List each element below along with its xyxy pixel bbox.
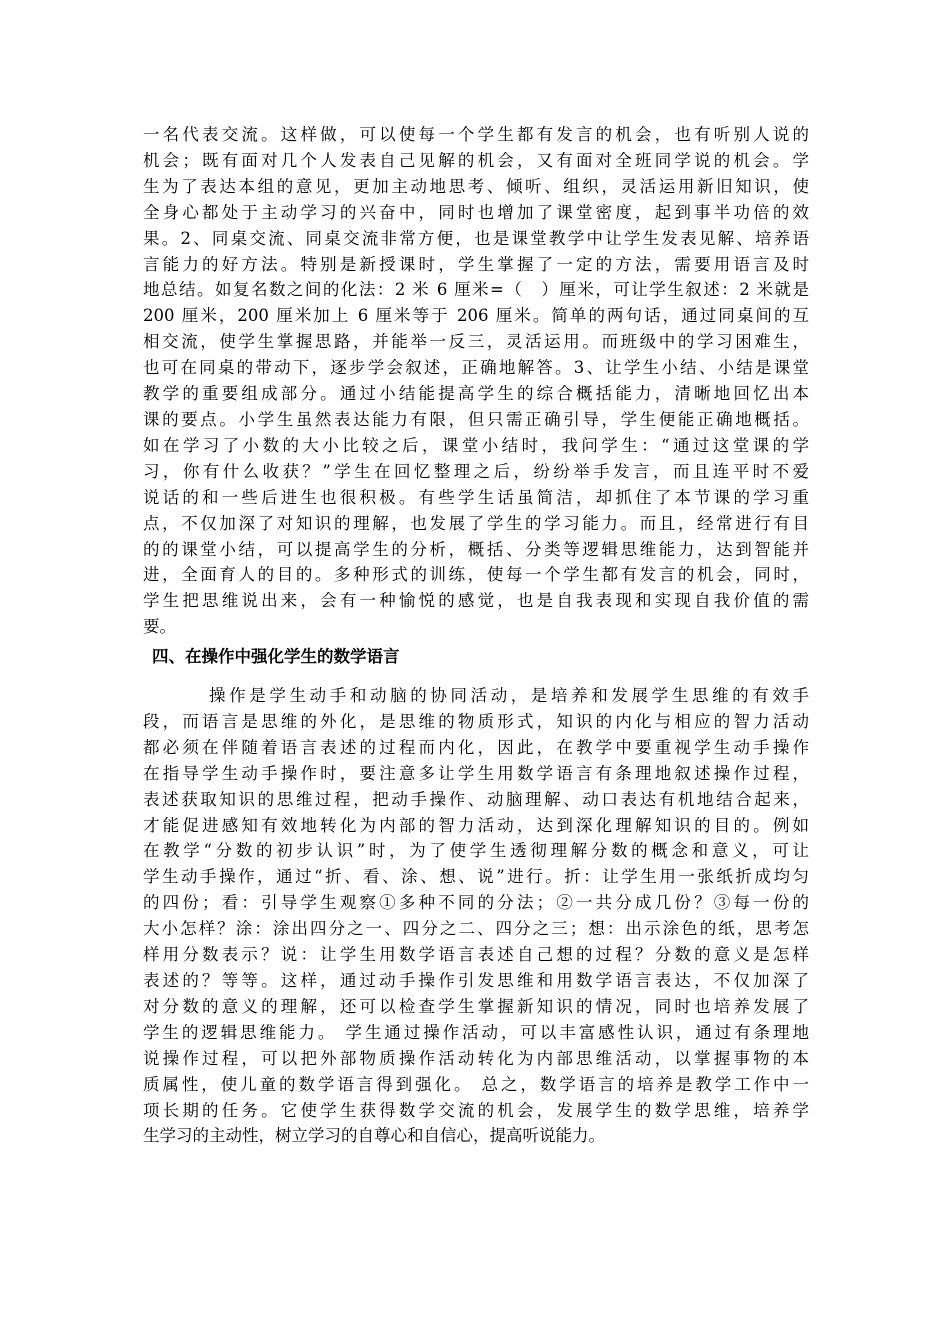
text-line: 点，不仅加深了对知识的理解，也发展了学生的学习能力。而且，经常进行有目 (143, 513, 809, 533)
text-line: 生学习的主动性，树立学习的自尊心和自信心，提高听说能力。 (143, 1126, 605, 1146)
text-line: 表述获取知识的思维过程，把动手操作、动脑理解、动口表达有机地结合起来， (143, 789, 809, 809)
text-line: 项长期的任务。它使学生获得数学交流的机会，发展学生的数学思维，培养学 (143, 1100, 809, 1120)
text-line: 才能促进感知有效地转化为内部的智力活动，达到深化理解知识的目的。例如 (143, 815, 809, 835)
body-paragraph (143, 122, 809, 640)
text-line: 机会；既有面对几个人发表自己见解的机会，又有面对全班同学说的机会。学 (143, 150, 809, 170)
section-heading: 四、在操作中强化学生的数学语言 (152, 647, 400, 666)
text-line: 质属性，使儿童的数学语言得到强化。 总之，数学语言的培养是教学工作中一 (143, 1074, 809, 1094)
text-line: 学生动手操作，通过“折、看、涂、想、说”进行。折：让学生用一张纸折成均匀 (143, 867, 809, 887)
text-line: 在指导学生动手操作时，要注意多让学生用数学语言有条理地叙述操作过程， (143, 763, 809, 783)
text-line: 生为了表达本组的意见，更加主动地思考、倾听、组织，灵活运用新旧知识，使 (143, 176, 809, 196)
text-line: 如在学习了小数的大小比较之后，课堂小结时，我问学生：“通过这堂课的学 (143, 435, 809, 455)
text-line: 的四份；看：引导学生观察①多种不同的分法；②一共分成几份？③每一份的 (143, 893, 809, 913)
text-line: 进，全面育人的目的。多种形式的训练，使每一个学生都有发言的机会，同时， (143, 565, 809, 585)
text-line: 都必须在伴随着语言表述的过程而内化，因此，在教学中要重视学生动手操作 (143, 737, 809, 757)
body-paragraph (143, 683, 809, 1149)
text-line: 一名代表交流。这样做，可以使每一个学生都有发言的机会，也有听别人说的 (143, 125, 809, 144)
text-line: 200 厘米，200 厘米加上 6 厘米等于 206 厘米。简单的两句话，通过同桌间的互 (143, 306, 809, 326)
text-line: 也可在同桌的带动下，逐步学会叙述，正确地解答。3、让学生小结、小结是课堂 (143, 358, 809, 378)
text-line: 学生的逻辑思维能力。 学生通过操作活动，可以丰富感性认识，通过有条理地 (143, 1022, 809, 1042)
text-line: 在教学“分数的初步认识”时，为了使学生透彻理解分数的概念和意义，可让 (143, 841, 809, 861)
text-line: 言能力的好方法。特别是新授课时，学生掌握了一定的方法，需要用语言及时 (143, 254, 809, 274)
text-line: 对分数的意义的理解，还可以检查学生掌握新知识的情况，同时也培养发展了 (143, 996, 809, 1016)
text-line: 表述的？等等。这样，通过动手操作引发思维和用数学语言表达，不仅加深了 (143, 970, 809, 990)
text-line: 相交流，使学生掌握思路，并能举一反三，灵活运用。而班级中的学习困难生， (143, 332, 809, 352)
text-line: 果。2、同桌交流、同桌交流非常方便，也是课堂教学中让学生发表见解、培养语 (143, 228, 809, 248)
text-line: 操作是学生动手和动脑的协同活动，是培养和发展学生思维的有效手 (209, 686, 809, 705)
text-line: 学生把思维说出来，会有一种愉悦的感觉，也是自我表现和实现自我价值的需 (143, 591, 809, 611)
text-line: 要。 (143, 617, 176, 637)
text-line: 习，你有什么收获？”学生在回忆整理之后，纷纷举手发言，而且连平时不爱 (143, 461, 809, 481)
text-line: 的的课堂小结，可以提高学生的分析，概括、分类等逻辑思维能力，达到智能并 (143, 539, 809, 559)
text-line: 段，而语言是思维的外化，是思维的物质形式，知识的内化与相应的智力活动 (143, 711, 809, 731)
text-line: 全身心都处于主动学习的兴奋中，同时也增加了课堂密度，起到事半功倍的效 (143, 202, 809, 222)
text-line: 大小怎样？涂：涂出四分之一、四分之二、四分之三；想：出示涂色的纸，思考怎 (143, 919, 809, 939)
text-line: 课的要点。小学生虽然表达能力有限，但只需正确引导，学生便能正确地概括。 (143, 409, 809, 429)
text-line: 样用分数表示？说：让学生用数学语言表述自己想的过程？分数的意义是怎样 (143, 945, 809, 965)
text-line: 说话的和一些后进生也很积极。有些学生话虽简洁，却抓住了本节课的学习重 (143, 487, 809, 507)
text-line: 教学的重要组成部分。通过小结能提高学生的综合概括能力，清晰地回忆出本 (143, 384, 809, 404)
text-line: 地总结。如复名数之间的化法：2 米 6 厘米=（ ）厘米，可让学生叙述：2 米就是 (143, 280, 809, 300)
text-line: 说操作过程，可以把外部物质操作活动转化为内部思维活动，以掌握事物的本 (143, 1048, 809, 1068)
